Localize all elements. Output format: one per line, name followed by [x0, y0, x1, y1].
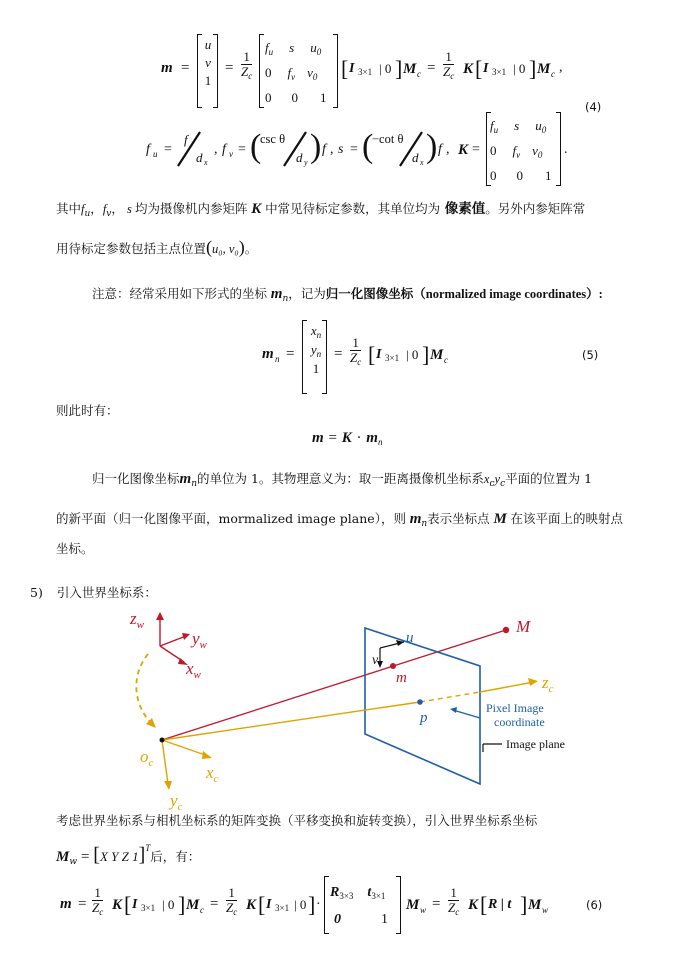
image-plane [365, 628, 480, 784]
ray-oc-to-M [162, 630, 506, 740]
svg-text:M: M [516, 617, 531, 636]
svg-text:m: m [396, 670, 407, 686]
eq4-Mc-2: M [537, 61, 551, 77]
eq4-frac-1-zc-2: $\frac{1}{Z_c}$ [443, 49, 455, 81]
eq4-bar-zero: | 0 [379, 61, 392, 76]
svg-text:v: v [372, 653, 379, 668]
svg-text:zc: $z_c$ [542, 673, 554, 695]
eq4-frac-1-zc: $\frac{1}{Z_c}$ [241, 49, 253, 81]
paragraph-intrinsic-params-line2: 用待标定参数包括主点位置(u₀, v₀)。 [56, 237, 258, 257]
paragraph-normalized-meaning-line3: 坐标。 [56, 541, 94, 556]
svg-text:Pixel Image: Pixel Image [486, 701, 544, 715]
optical-axis-outside [480, 682, 534, 692]
svg-text:coordinate: coordinate [494, 715, 545, 729]
eq4-lhs-m: m [161, 60, 173, 76]
eq4-vec-right-bracket [213, 34, 218, 108]
eq4-close-bracket: ] [395, 56, 403, 81]
eq4-I-2: I [483, 61, 489, 76]
transform-arc [136, 654, 152, 724]
eq4-K: K [463, 61, 474, 77]
paragraph-then: 则此时有： [56, 403, 119, 418]
eq4-comma: , [559, 60, 563, 75]
equation-6: m = $\frac{1}{Z_c}$ K [ I 3×1 | 0 ] M c = $\frac{1}{Z_c}$ K [ I 3×1 | 0 ] · R3×3 t3×1 0 1 M w = $\frac{1}{Z_c}$ K [ R | t ] M w [58, 872, 578, 942]
eq4-equals: = [181, 60, 190, 76]
eq4-open-bracket-2: [ [475, 56, 483, 81]
eq4-Mc: M [403, 61, 417, 77]
eq4-I-sub-2: 3×1 [492, 67, 507, 77]
eq4-close-bracket-2: ] [529, 56, 537, 81]
optical-axis-solid [162, 702, 420, 740]
point-p [417, 699, 423, 705]
equation-4-line2: f u = f d x , f v = ( csc θ d y ) f , s = ( −cot θ d x ) f , K = $f_u$ s $u_0$ 0 $f_v$ $v_0$ 0 0 1 . [140, 110, 580, 190]
eq4-equals-2: = [225, 60, 234, 76]
equation-4-number: (4) [585, 100, 602, 114]
equation-6-number: (6) [586, 898, 603, 912]
camera-world-coordinate-figure [110, 606, 570, 816]
svg-text:yc: $y_c$ [170, 791, 183, 813]
paragraph-world-vector: $M_w = [X$ Y Z 1]$^T$后，有： [56, 843, 201, 867]
equation-5: m n = $x_n$ $y_n$ 1 = $\frac{1}{Z_c}$ [ I 3×1 | 0 ] M c [262, 318, 462, 398]
equation-4-line1 [155, 32, 575, 112]
point-M [503, 627, 509, 633]
eq4-bar-zero-2: | 0 [513, 61, 526, 76]
eq4-I: I [349, 61, 355, 76]
eq4-I-sub: 3×1 [358, 67, 373, 77]
paragraph-intrinsic-params: 其中$f_u$，$f_v$， s 均为摄像机内参矩阵 K 中常见待标定参数，其单位均为 像素值。另外内参矩阵常 [56, 201, 586, 219]
eq4-Mc-sub-2: c [551, 69, 555, 79]
eq4-uv1-vector: u v 1 [204, 37, 212, 88]
eq4-K-left-bracket [259, 34, 264, 108]
eq4-K-right-bracket [333, 34, 338, 108]
paragraph-normalized-coords: 注意：经常采用如下形式的坐标 $m_n$，记为归一化图像坐标（normalized image coordinates）: [92, 286, 603, 304]
eq4-Mc-sub: c [417, 69, 421, 79]
eq4-K-matrix: $f_u$ s $u_0$ 0 $f_v$ $v_0$ 0 0 1 [265, 40, 327, 105]
equation-m-equals-k-mn: $m = K \cdot m_n$ [312, 430, 383, 447]
svg-text:zw: $z_w$ [130, 609, 144, 631]
paragraph-world-transform: 考虑世界坐标系与相机坐标系的矩阵变换（平移变换和旋转变换），引入世界坐标系坐标 [56, 813, 538, 828]
svg-text:yw: $y_w$ [192, 629, 207, 651]
zc-arrowhead [528, 678, 538, 686]
svg-text:Image plane: Image plane [506, 737, 565, 751]
optical-axis-dashed [420, 692, 480, 702]
svg-text:p: p [420, 710, 428, 726]
eq4-equals-3: = [427, 60, 436, 76]
point-m [390, 663, 396, 669]
paragraph-normalized-meaning-line1: 归一化图像坐标$m_n$的单位为 1。其物理意义为：取一距离摄像机坐标系$x_cy_c$平面的位置为 1 [92, 471, 593, 489]
equation-5-number: (5) [582, 348, 599, 362]
svg-text:xw: $x_w$ [186, 659, 201, 681]
svg-text:oc: $o_c$ [140, 747, 154, 769]
paragraph-normalized-meaning-line2: 的新平面（归一化图像平面，mormalized image plane），则 $m_n$表示坐标点 M 在该平面上的映射点 [56, 511, 624, 529]
svg-text:u: u [406, 630, 414, 646]
section-5-heading: 5) 引入世界坐标系： [30, 585, 157, 600]
eq4-open-bracket: [ [341, 56, 349, 81]
svg-text:xc: $x_c$ [206, 763, 219, 785]
